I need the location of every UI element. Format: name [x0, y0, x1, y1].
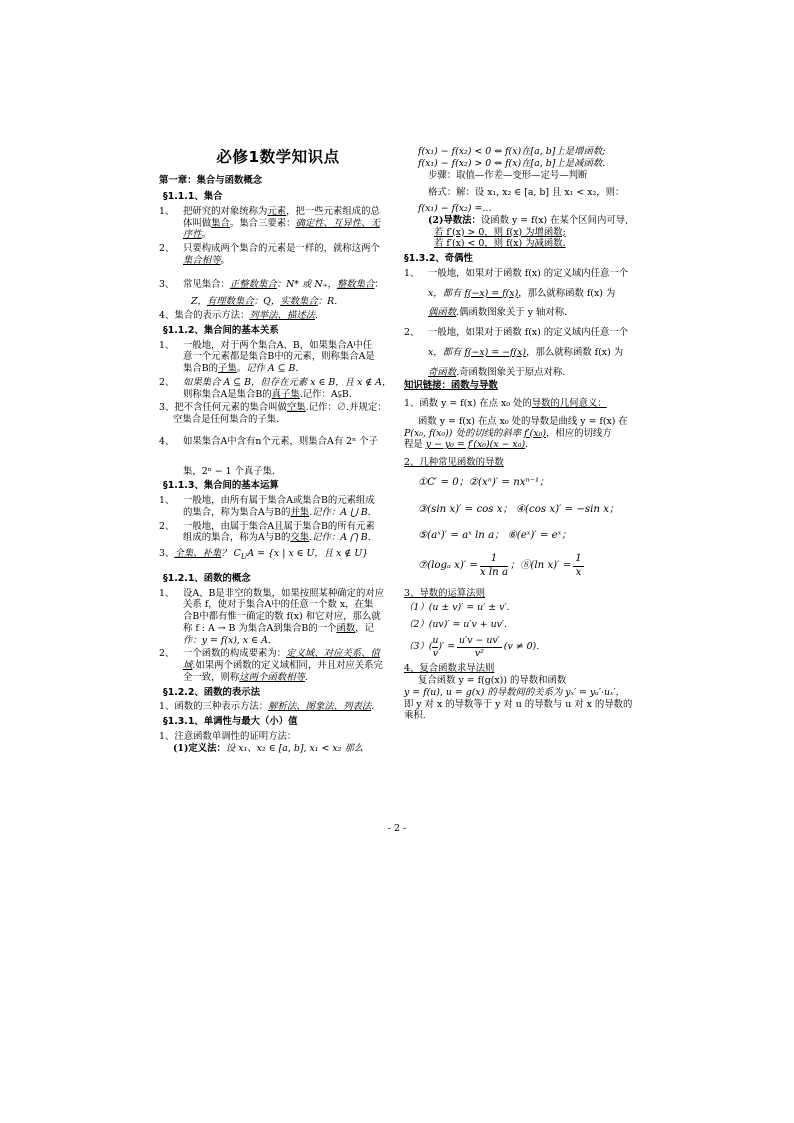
formula: （1）(u ± v)′ = u′ ± v′. — [404, 602, 510, 614]
denominator: x — [575, 566, 582, 578]
item-number: 1、 — [159, 205, 175, 217]
section-1-3-2: §1.3.2、奇偶性 — [404, 253, 473, 264]
subheading: 2、几种常见函数的导数 — [404, 457, 504, 468]
knowledge-link-heading: 知识链接：函数与导数 — [404, 380, 498, 392]
formula: A = {x | x ∈ U，且 x ∉ U} — [247, 548, 369, 560]
formula: ：R． — [317, 296, 344, 308]
list-item — [159, 243, 397, 267]
text: 。集合三要素： — [229, 217, 296, 229]
term-complement: 全集、补集 — [174, 548, 222, 560]
text: 如果集合A中含有n个元素，则集合A有 2ⁿ 个子 — [183, 435, 378, 447]
text: 1、函数 y = f(x) 在点 x₀ 处的 — [404, 398, 532, 409]
term-properties: 序性 — [183, 229, 202, 241]
text: 只要构成两个集合的元素是一样的，就称这两个 — [183, 243, 380, 255]
text: .奇函数图象关于原点对称. — [456, 366, 566, 378]
text: 意一个元素都是集合B中的元素，则称集合A是 — [183, 351, 375, 363]
text: 4、集合的表示方法： — [159, 310, 250, 322]
text: 1、函数的三种表示方法： — [159, 701, 269, 713]
label: (2)导数法： — [428, 214, 481, 226]
numerator: 1 — [480, 553, 508, 567]
text: 。 — [220, 254, 230, 266]
term-element: 元素 — [267, 205, 287, 217]
formula: f(−x) = f(x) — [464, 287, 519, 299]
fraction — [480, 553, 508, 580]
text: 一般地，如果对于函数 f(x) 的定义域内任意一个 — [428, 267, 629, 279]
text: 全一致，则称 — [183, 671, 240, 683]
list-item — [159, 495, 397, 519]
formula: P(x₀, f(x₀)) 处的切线的斜率 — [404, 427, 525, 439]
term: 列举法、描述法 — [249, 310, 315, 322]
text: 步骤：取值—作差—变形—定号—判断 — [428, 169, 588, 181]
term: 有理数集合 — [206, 296, 254, 308]
list-item — [159, 588, 397, 647]
item-number: 3、 — [159, 278, 175, 290]
term: 定义域、对应关系、值 — [286, 648, 380, 660]
item-number: 2、 — [159, 520, 175, 532]
text: 关系 f，使对于集合A中的任意一个数 x，在集 — [183, 599, 374, 611]
formula: ①C′ = 0；②(xⁿ)′ = nxⁿ⁻¹； — [418, 476, 550, 488]
formula: .记作：A ⋂ B． — [309, 532, 377, 544]
term-even-function: 偶函数 — [428, 307, 457, 319]
text: . — [371, 701, 375, 713]
term: 实数集合 — [280, 296, 318, 308]
text: 乘积. — [404, 710, 426, 722]
text: ，记 — [355, 622, 374, 634]
list-item — [159, 548, 397, 562]
formula: 如果集合 A ⊆ B，但存在元素 x ∈ B，且 x ∉ A， — [183, 376, 392, 388]
text: 集，2ⁿ − 1 个真子集. — [183, 465, 276, 477]
formula: （3）( — [404, 641, 433, 653]
text: 3、 — [159, 548, 175, 560]
term: 整数集合 — [336, 278, 375, 290]
list-item — [159, 402, 397, 414]
fraction — [573, 553, 583, 580]
page-number: - 2 - — [387, 823, 407, 834]
text: .记作：∅.并规定： — [305, 402, 387, 414]
term-empty-set: 空集 — [286, 402, 306, 414]
text: 集合B的 — [183, 363, 219, 375]
list-item — [159, 310, 397, 322]
text: . — [314, 310, 318, 322]
text: 若 f′(x) > 0，则 f(x) 为增函数; — [434, 226, 566, 238]
term-proper-subset: 真子集 — [271, 388, 300, 400]
label: (1)定义法： — [173, 742, 226, 754]
formula: ；⑧(ln x)′ = — [510, 559, 572, 571]
term: 域 — [183, 660, 193, 672]
list-item: 1、注意函数单调性的证明方法： — [159, 730, 297, 742]
text: 。 — [201, 229, 212, 241]
text: 一般地，由所有属于集合A或集合B的元素组成 — [183, 495, 375, 507]
list-item — [159, 701, 397, 713]
formula: ③(sin x)′ = cos x； ④(cos x)′ = −sin x； — [418, 503, 620, 515]
text: . — [304, 671, 308, 683]
section-1-1-2: §1.1.2、集合间的基本关系 — [163, 324, 279, 336]
numerator: 1 — [573, 553, 583, 567]
term-intersection: 交集 — [290, 532, 310, 544]
term-function: 函数 — [336, 622, 356, 634]
formula: U — [240, 552, 248, 561]
text: ，那么就称函数 f(x) 为 — [518, 287, 616, 299]
text: 3、把不含任何元素的集合叫做 — [159, 402, 287, 414]
text: 则称集合A是集合B的 — [183, 388, 272, 400]
section-1-3-1: §1.3.1、单调性与最大（小）值 — [163, 716, 298, 728]
formula: Z， — [191, 296, 207, 308]
text: 函数 y = f(x) 在点 x₀ 处的导数是曲线 y = f(x) 在 — [418, 415, 628, 427]
term-set: 集合 — [211, 217, 230, 229]
section-1-1-3: §1.1.3、集合间的基本运算 — [163, 480, 279, 492]
denominator: v² — [474, 647, 484, 659]
item-number: 2、 — [159, 243, 175, 255]
right-column — [404, 146, 638, 722]
formula: f(x₁) − f(x₂) < 0 ⇔ f(x)在[a, b]上是增函数; — [418, 146, 606, 157]
text: .记作：A⫋B. — [299, 388, 352, 400]
section-1-2-1: §1.2.1、函数的概念 — [163, 572, 251, 584]
numerator: u′v − uv′ — [459, 634, 500, 646]
formula: ⑦(logₐ x)′ = — [418, 559, 478, 571]
text: 即 y 对 x 的导数等于 y 对 u 的导数与 u 对 x 的导数的 — [404, 698, 633, 710]
text: 设A、B是非空的数集，如果按照某种确定的对应 — [183, 587, 385, 599]
formula: x，都有 — [428, 346, 465, 358]
text: 称 f : A → B 为集合A到集合B的一个 — [183, 622, 337, 634]
list-item — [159, 521, 397, 545]
item-number: 1、 — [404, 267, 420, 279]
formula — [418, 553, 638, 580]
page-title: 必修1数学知识点 — [216, 148, 340, 166]
term-union: 并集 — [290, 506, 310, 518]
formula: ⑤(aˣ)′ = aˣ ln a； ⑥(eˣ)′ = eˣ； — [418, 530, 572, 542]
formula: 。记作 A ⊆ B． — [236, 363, 305, 375]
text: 把研究的对象统称为 — [183, 205, 268, 217]
formula: y − y₀ = f′(x₀)(x − x₀) — [425, 439, 526, 451]
term-odd-function: 奇函数 — [428, 366, 457, 378]
numerator: u — [432, 634, 439, 646]
term: 导数的几何意义： — [531, 398, 607, 409]
subheading: 3、导数的运算法则 — [404, 587, 485, 599]
formula: （2）(uv)′ = u′v + uv′. — [404, 619, 508, 630]
formula: ：Q， — [253, 296, 281, 308]
text: .偶函数图象关于 y 轴对称. — [456, 307, 568, 319]
text: 常见集合： — [183, 278, 230, 290]
subheading: 4、复合函数求导法则 — [404, 663, 495, 675]
fraction — [457, 635, 502, 660]
text: .如果两个函数的定义域相同，并且对应关系完 — [192, 660, 383, 672]
list-item — [159, 377, 397, 401]
text: . — [525, 439, 529, 451]
text: 一般地，对于两个集合A、B，如果集合A中任 — [183, 339, 373, 351]
text: 格式：解：设 x₁, x₂ ∈ [a, b] 且 x₁ < x₂，则： — [428, 187, 625, 199]
item-number: 1、 — [159, 339, 175, 351]
list-item — [404, 327, 638, 378]
text: ： — [374, 278, 384, 290]
formula: f(x₁) − f(x₂) > 0 ⇔ f(x)在[a, b]上是减函数. — [418, 157, 606, 169]
formula: 设 x₁、x₂ ∈ [a, b], x₁ < x₂ 那么 — [225, 742, 364, 754]
list-item — [159, 340, 397, 375]
section-1-1-1: §1.1.1、集合 — [163, 191, 223, 203]
term-properties: 确定性、互异性、无 — [295, 217, 380, 229]
term-equal-sets: 集合相等 — [183, 254, 221, 266]
item-number: 1、 — [159, 495, 175, 507]
text: ，把一些元素组成的总 — [286, 205, 380, 217]
item-number: 1、 — [159, 587, 175, 599]
item-number: 2、 — [159, 376, 175, 388]
list-item — [159, 206, 397, 241]
list-item — [159, 743, 397, 755]
text: 一般地，由属于集合A且属于集合B的所有元素 — [183, 520, 375, 532]
formula: ：N* 或 N₊， — [276, 278, 337, 290]
item-number: 2、 — [159, 648, 175, 660]
denominator: x ln a — [479, 566, 509, 578]
text: 一般地，如果对于函数 f(x) 的定义域内任意一个 — [428, 327, 629, 338]
text: 若 f′(x) < 0，则 f(x) 为减函数. — [434, 238, 566, 250]
term: 这两个函数相等 — [239, 671, 305, 683]
formula: .记作：A ⋃ B． — [309, 506, 377, 518]
text: ，那么就称函数 f(x) 为 — [526, 346, 624, 358]
text: ，相应的切线方 — [546, 427, 612, 439]
formula: x，都有 — [428, 287, 465, 299]
formula: )′ = — [438, 641, 456, 653]
formula: f′(x₀) — [524, 427, 547, 439]
list-item — [159, 648, 397, 683]
text: 程是 — [404, 439, 426, 451]
text: 合B中都有惟一确定的数 f(x) 和它对应，那么就 — [183, 611, 381, 623]
term: 解析法、图象法、列表法 — [268, 701, 372, 713]
formula: f(−x) = −f(x) — [464, 346, 527, 358]
list-item — [159, 279, 397, 309]
text: 组成的集合，称为A与B的 — [183, 532, 291, 544]
list-item — [159, 436, 397, 478]
formula: f(x₁) − f(x₂) =… — [418, 203, 492, 214]
text: 空集合是任何集合的子集. — [173, 414, 280, 426]
list-item — [404, 268, 638, 319]
item-number: 2、 — [404, 327, 420, 338]
text: 设函数 y = f(x) 在某个区间内可导, — [480, 214, 629, 226]
formula: y = f(u), u = g(x) 的导数间的关系为 yₓ′ = yᵤ′·uₓ′， — [404, 686, 625, 698]
text: 一个函数的构成要素为： — [183, 648, 287, 660]
left-column — [159, 146, 397, 754]
formula: ？ C — [221, 548, 241, 560]
text: 复合函数 y = f(g(x)) 的导数和函数 — [418, 675, 567, 686]
term: 正整数集合 — [229, 278, 277, 290]
formula: (v ≠ 0). — [503, 641, 540, 653]
text: 体叫做 — [183, 217, 212, 229]
chapter-heading: 第一章：集合与函数概念 — [159, 175, 263, 187]
text: 的集合，称为集合A与B的 — [183, 506, 291, 518]
denominator: v — [432, 647, 439, 659]
formula — [404, 635, 638, 660]
section-1-2-2: §1.2.2、函数的表示法 — [163, 686, 261, 698]
item-number: 4、 — [159, 435, 175, 447]
formula: 作：y = f(x), x ∈ A． — [183, 634, 278, 646]
term-subset: 子集 — [218, 363, 237, 375]
